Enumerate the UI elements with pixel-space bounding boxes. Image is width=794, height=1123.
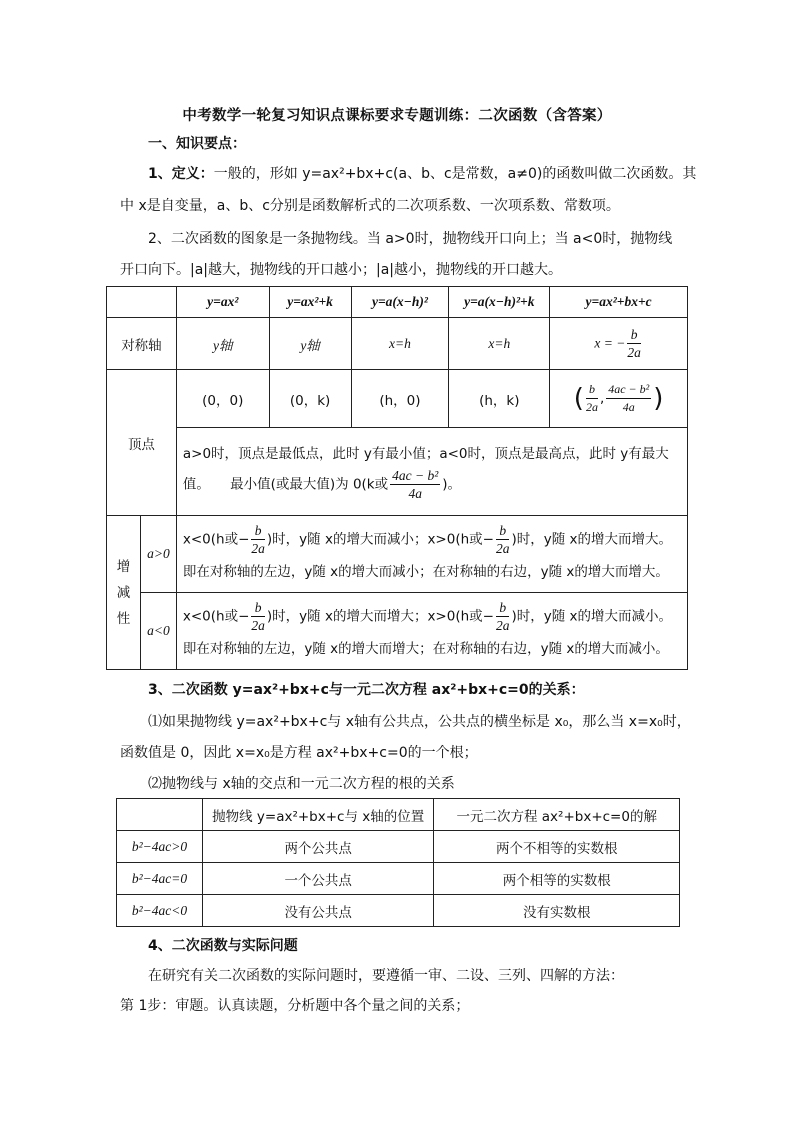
vertex-note-line-2	[183, 467, 687, 502]
negative-case-cell	[176, 593, 687, 670]
table-cell	[107, 287, 177, 318]
fraction-denominator: 2a	[251, 540, 265, 556]
fraction	[496, 522, 510, 557]
positive-case-line-2: 即在对称轴的左边，y随 x的增大而减小；在对称轴的右边，y随 x的增大而增大。	[182, 563, 669, 580]
definition-text-1: 一般的，形如 y=ax²+bx+c(a、b、c是常数，a≠0)的函数叫做二次函数。其	[213, 166, 697, 182]
positive-case-line-1	[183, 522, 687, 557]
header-cell: y=a(x−h)²+k	[449, 287, 550, 318]
table-cell: y轴	[269, 318, 351, 370]
position-cell: 两个公共点	[202, 831, 434, 863]
table-cell: (0，k)	[269, 370, 351, 428]
positive-case-cell	[176, 516, 687, 593]
table-row	[107, 516, 688, 593]
table-row	[107, 428, 688, 516]
header-cell: y=ax²	[176, 287, 269, 318]
section-heading-4: 4、二次函数与实际问题	[148, 938, 298, 954]
fraction	[586, 381, 598, 416]
a-positive-cell: a>0	[140, 516, 176, 593]
fraction-numerator: b	[627, 326, 641, 344]
fraction	[496, 599, 510, 634]
definition-label: 1、定义：	[148, 166, 214, 182]
fraction-numerator: b	[496, 522, 510, 540]
position-cell: 没有公共点	[202, 895, 434, 927]
vertex-note-cell	[176, 428, 687, 516]
monotonicity-char: 性	[116, 610, 131, 627]
a-negative-cell: a<0	[140, 593, 176, 670]
bracket: )	[653, 383, 664, 414]
roots-relation-table	[116, 798, 680, 927]
paragraph-4-1: 在研究有关二次函数的实际问题时，要遵循一审、二设、三列、四解的方法：	[148, 968, 624, 984]
fraction-denominator: 2a	[495, 617, 510, 633]
fraction-numerator: 4ac − b²	[392, 468, 439, 483]
vertex-label-cell: 顶点	[107, 370, 177, 516]
case-text: )时，y随 x的增大而增大；x>0(h或−	[266, 608, 494, 624]
fraction-numerator: b	[251, 522, 265, 540]
fraction	[251, 599, 265, 634]
solution-cell: 没有实数根	[434, 895, 680, 927]
table-row	[107, 318, 688, 370]
header-cell: 一元二次方程 ax²+bx+c=0的解	[434, 799, 680, 831]
table-cell: (0，0)	[176, 370, 269, 428]
table-cell: (h，k)	[449, 370, 550, 428]
vertex-note-line-1: a>0时，顶点是最低点，此时 y有最小值；a<0时，顶点是最高点，此时 y有最大	[182, 446, 669, 462]
case-text: x<0(h或−	[182, 531, 250, 547]
table-cell: (h，0)	[351, 370, 449, 428]
table-row	[107, 370, 688, 428]
condition-cell: b²−4ac=0	[117, 863, 203, 895]
header-cell: 抛物线 y=ax²+bx+c与 x轴的位置	[202, 799, 434, 831]
fraction-denominator: 4a	[408, 486, 422, 501]
condition-cell: b²−4ac>0	[117, 831, 203, 863]
negative-case-line-1	[183, 599, 687, 634]
section-heading-3: 3、二次函数 y=ax²+bx+c与一元二次方程 ax²+bx+c=0的关系：	[148, 682, 585, 698]
fraction-numerator: b	[251, 599, 265, 617]
paragraph-2-line-1: 2、二次函数的图象是一条抛物线。当 a>0时，抛物线开口向上；当 a<0时，抛物线	[148, 231, 673, 247]
fraction-numerator: b	[586, 381, 598, 399]
header-cell: y=ax²+bx+c	[550, 287, 688, 318]
table-row	[117, 799, 680, 831]
table-row	[107, 287, 688, 318]
table-cell: y轴	[176, 318, 269, 370]
table-row	[117, 863, 680, 895]
solution-cell: 两个相等的实数根	[434, 863, 680, 895]
page-title: 中考数学一轮复习知识点课标要求专题训练：二次函数（含答案）	[182, 108, 612, 124]
fraction-denominator: 2a	[627, 345, 641, 360]
table-row	[117, 895, 680, 927]
monotonicity-char: 减	[116, 584, 131, 601]
vertex-formula-cell: ( $\frac{b}{2a}$ , $\frac{\text{4ac − b²}}{4a}$ )	[550, 370, 688, 428]
fraction-numerator: b	[496, 599, 510, 617]
table-row	[107, 593, 688, 670]
negative-case-line-2: 即在对称轴的左边，y随 x的增大而增大；在对称轴的右边，y随 x的增大而减小。	[182, 640, 669, 657]
paragraph-2-line-2: 开口向下。|a|越大，抛物线的开口越小；|a|越小，抛物线的开口越大。	[120, 262, 563, 278]
vertex-note-text: 值。 最小值(或最大值)为 0(k或	[182, 476, 389, 493]
axis-formula-cell	[550, 318, 688, 370]
position-cell: 一个公共点	[202, 863, 434, 895]
axis-label-cell: 对称轴	[107, 318, 177, 370]
case-text: x<0(h或−	[182, 608, 250, 624]
axis-prefix: x = −	[594, 335, 626, 351]
definition-line-1	[148, 164, 696, 184]
paragraph-3-1b: 函数值是 0，因此 x=x₀是方程 ax²+bx+c=0的一个根；	[120, 745, 478, 761]
table-row	[117, 831, 680, 863]
header-cell: y=ax²+k	[269, 287, 351, 318]
vertex-note-text: )。	[442, 476, 462, 493]
fraction	[251, 522, 265, 557]
fraction-denominator: 2a	[585, 400, 598, 414]
fraction-denominator: 2a	[495, 540, 510, 556]
fraction	[606, 381, 651, 416]
paragraph-4-2: 第 1步：审题。认真读题，分析题中各个量之间的关系；	[120, 998, 470, 1014]
table-cell: x=h	[449, 318, 550, 370]
fraction-denominator: 2a	[251, 617, 265, 633]
condition-cell: b²−4ac<0	[117, 895, 203, 927]
header-cell: y=a(x−h)²	[351, 287, 449, 318]
table-cell: x=h	[351, 318, 449, 370]
bracket: (	[573, 383, 584, 414]
fraction-denominator: 4a	[622, 400, 635, 414]
solution-cell: 两个不相等的实数根	[434, 831, 680, 863]
case-text: )时，y随 x的增大而增大。	[511, 531, 673, 547]
monotonicity-char: 增	[116, 558, 131, 575]
section-heading-knowledge: 一、知识要点：	[148, 136, 246, 152]
fraction-numerator: 4ac − b²	[606, 381, 651, 399]
definition-line-2: 中 x是自变量，a、b、c分别是函数解析式的二次项系数、一次项系数、常数项。	[120, 198, 620, 214]
case-text: )时，y随 x的增大而减小；x>0(h或−	[266, 531, 494, 547]
table-cell	[117, 799, 203, 831]
case-text: )时，y随 x的增大而减小。	[511, 608, 673, 624]
fraction	[390, 467, 440, 502]
paragraph-3-2: ⑵抛物线与 x轴的交点和一元二次方程的根的关系	[148, 776, 455, 792]
quadratic-properties-table	[106, 286, 688, 670]
fraction	[627, 326, 641, 361]
monotonicity-label-cell	[107, 516, 141, 670]
paragraph-3-1a: ⑴如果抛物线 y=ax²+bx+c与 x轴有公共点，公共点的横坐标是 x₀，那么当 x=x₀时，	[148, 714, 691, 730]
